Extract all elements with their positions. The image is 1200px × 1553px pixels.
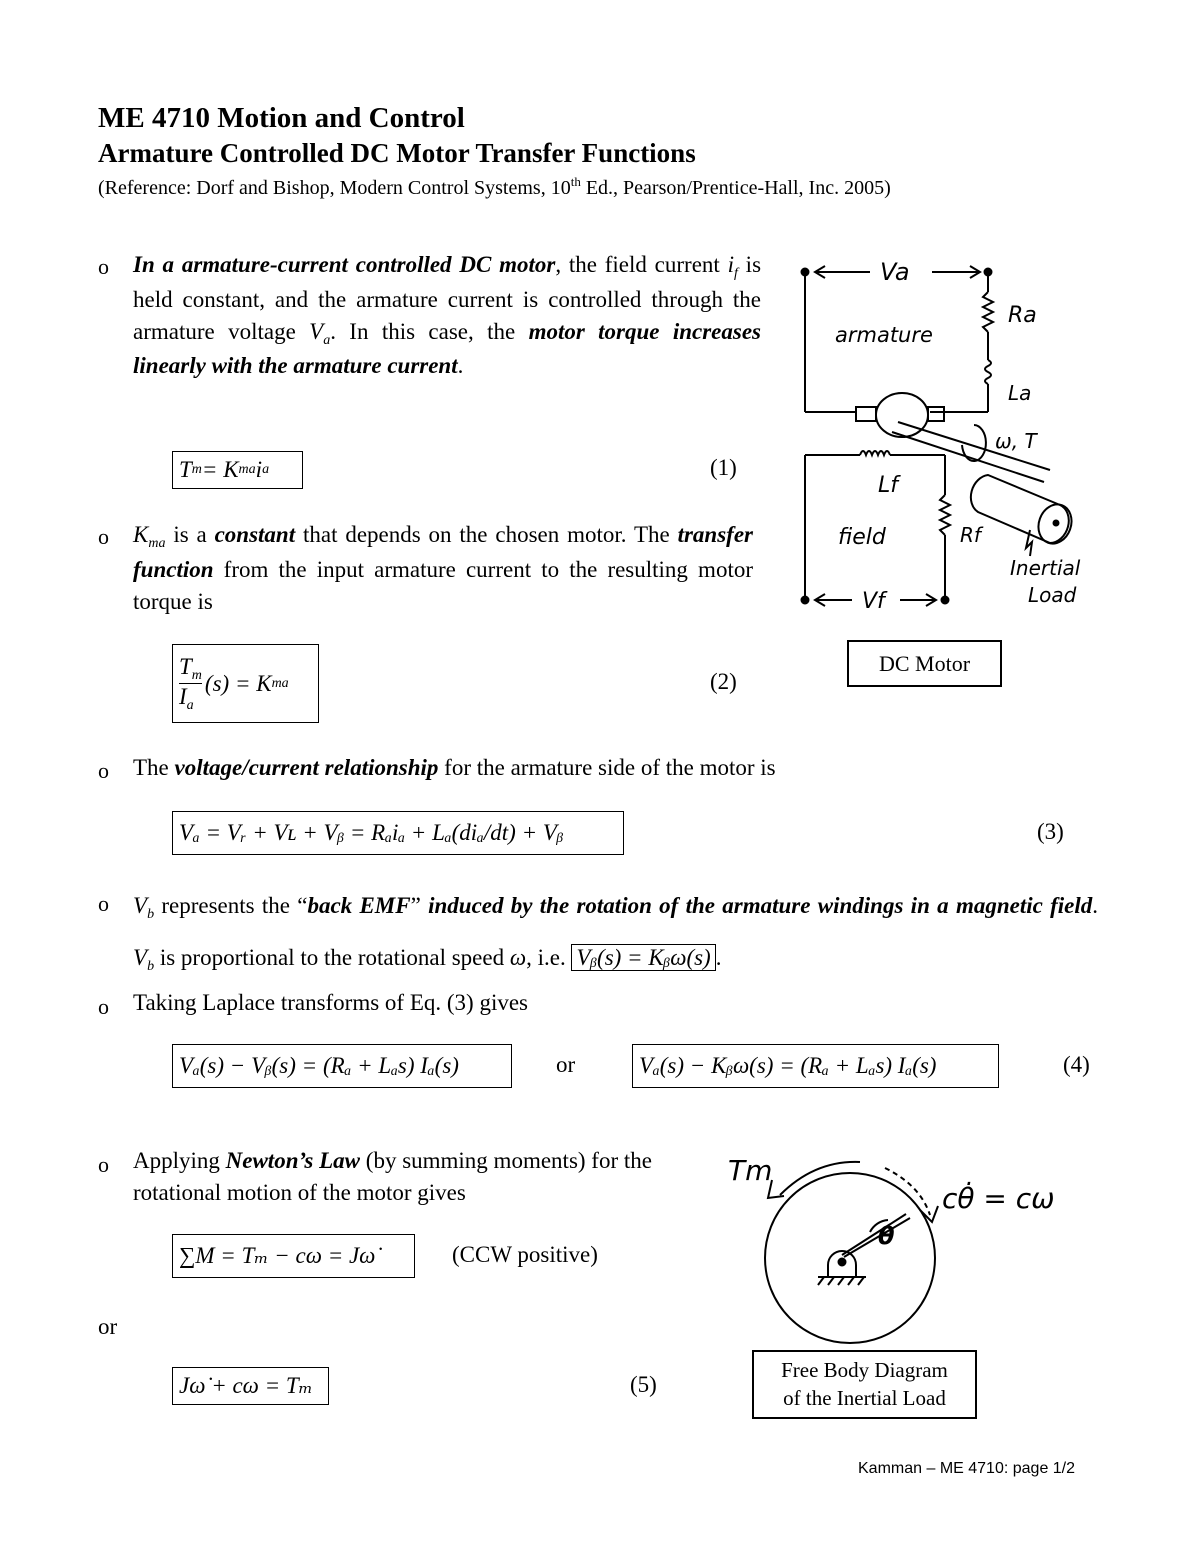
label-armature: armature xyxy=(835,323,933,347)
equation-4-left: Vₐ(s) − Vᵦ(s) = (Rₐ + Lₐs) Iₐ(s) xyxy=(172,1044,512,1088)
bullet-marker: o xyxy=(98,994,109,1019)
inertial-load-disk xyxy=(765,1173,935,1343)
equation-1-number: (1) xyxy=(710,455,737,480)
bullet-marker: o xyxy=(98,758,109,783)
course-title: ME 4710 Motion and Control xyxy=(98,102,465,134)
label-theta: θ xyxy=(878,1222,895,1250)
reference-line: (Reference: Dorf and Bishop, Modern Control Systems, 10th Ed., Pearson/Prentice-Hall, Inc. 2005) xyxy=(98,174,891,199)
bullet-marker: o xyxy=(98,891,109,916)
label-field: field xyxy=(838,525,886,550)
equation-2-number: (2) xyxy=(710,669,737,694)
dc-motor-caption: DC Motor xyxy=(847,640,1002,687)
bullet-marker: o xyxy=(98,1152,109,1177)
dc-motor-schematic xyxy=(790,250,1110,620)
inline-equation-back-emf: Vᵦ(s) = Kᵦω(s) xyxy=(571,944,715,971)
fraction-tm-over-ia: $T_m$ $I_a$ xyxy=(179,653,202,713)
reference-line xyxy=(842,1214,906,1255)
bullet-marker: o xyxy=(98,524,109,549)
label-va: Va xyxy=(880,258,910,286)
label-rf: Rf xyxy=(960,523,981,547)
label-vf: Vf xyxy=(862,589,885,614)
paragraph-armature-control: In a armature-current controlled DC motor, the field current $i_f$ is held constant, and the armature current is controlled through the armature voltage $V_a$. In this case, the motor torque increases linearly with the armature current. xyxy=(133,252,762,379)
terminal-dot xyxy=(802,269,809,276)
equation-3: Vₐ = Vᵣ + Vʟ + Vᵦ = Rₐiₐ + Lₐ(diₐ/dt) + Vᵦ xyxy=(172,811,624,855)
resistor-ra xyxy=(983,292,993,332)
equation-5-number: (5) xyxy=(630,1372,657,1397)
page-footer: Kamman – ME 4710: page 1/2 xyxy=(858,1460,1076,1477)
label-omega-t: ω, T xyxy=(995,429,1037,453)
terminal-dot xyxy=(802,597,809,604)
paragraph-back-emf: $V_b$ represents the “back EMF” induced by the rotation of the armature windings in a magnetic field. $V_b$ is proportional to the rotational speed ω, i.e. Vᵦ(s) = Kᵦω(s) . xyxy=(133,893,1099,974)
document-title: Armature Controlled DC Motor Transfer Functions xyxy=(98,138,696,168)
terminal-dot xyxy=(942,597,949,604)
label-la: La xyxy=(1008,381,1032,405)
inductor-la xyxy=(985,360,991,384)
free-body-caption: Free Body Diagram of the Inertial Load xyxy=(752,1350,977,1419)
label-lf: Lf xyxy=(878,473,899,498)
or-connector: or xyxy=(98,1314,118,1339)
motor-armature xyxy=(876,393,928,437)
bullet-marker: o xyxy=(98,254,109,279)
ccw-positive-note: (CCW positive) xyxy=(452,1242,598,1267)
damping-arrow xyxy=(885,1168,930,1215)
free-body-diagram xyxy=(720,1140,1100,1350)
resistor-rf xyxy=(940,495,950,535)
equation-2: $T_m$ $I_a$ (s) = K ma xyxy=(172,644,319,723)
equation-4-right: Vₐ(s) − Kᵦω(s) = (Rₐ + Lₐs) Iₐ(s) xyxy=(632,1044,999,1088)
equation-5: Jω̇ + cω = Tₘ xyxy=(172,1367,329,1405)
paragraph-kma: $K_{ma}$ is a constant that depends on the chosen motor. The transfer function from the input armature current to the resulting motor torque is xyxy=(133,522,753,614)
equation-3-number: (3) xyxy=(1037,819,1064,844)
paragraph-laplace: Taking Laplace transforms of Eq. (3) gives xyxy=(133,990,529,1015)
label-ra: Ra xyxy=(1008,303,1037,328)
equation-1: T m = K ma i a xyxy=(172,451,303,489)
label-load: Load xyxy=(1028,583,1077,607)
label-tm: Tm xyxy=(728,1154,773,1187)
paragraph-newton: Applying Newton’s Law (by summing moments) for the rotational motion of the motor gives xyxy=(133,1148,652,1206)
equation-sum-moments: ∑M = Tₘ − cω = Jω̇ xyxy=(172,1234,415,1278)
inertial-load-cylinder xyxy=(971,475,1069,543)
equation-4-number: (4) xyxy=(1063,1052,1090,1077)
label-damping: cθ̇ = cω xyxy=(942,1182,1055,1215)
paragraph-voltage-current: The voltage/current relationship for the armature side of the motor is xyxy=(133,755,776,780)
label-inertial: Inertial xyxy=(1010,556,1081,580)
or-label: or xyxy=(556,1052,576,1077)
terminal-dot xyxy=(985,269,992,276)
inductor-lf xyxy=(860,451,890,455)
